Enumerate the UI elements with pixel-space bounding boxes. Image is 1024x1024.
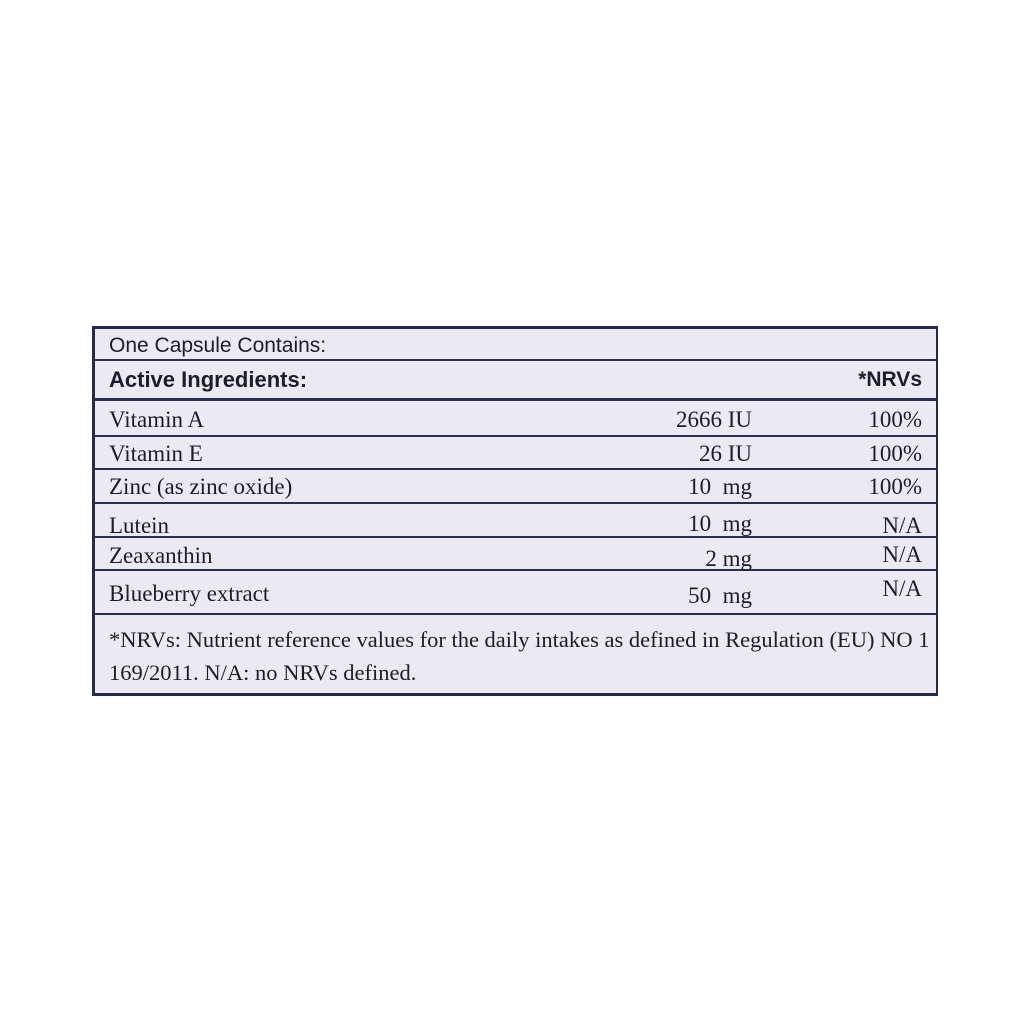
ingredient-nrv: 100% [868, 474, 922, 499]
ingredient-name: Zinc (as zinc oxide) [109, 474, 293, 499]
contains-header: One Capsule Contains: [109, 334, 327, 357]
contains-row [95, 329, 936, 361]
nrv-heading: *NRVs [858, 368, 922, 391]
ingredient-name: Lutein [109, 513, 170, 538]
ingredient-nrv: 100% [868, 441, 922, 466]
ingredient-amount: 26 IU [698, 441, 752, 466]
ingredient-row [95, 504, 936, 538]
footnote-row [95, 615, 936, 693]
ingredient-amount: 10 mg [688, 511, 752, 536]
ingredient-name: Blueberry extract [109, 581, 270, 606]
column-header-row [95, 361, 936, 401]
ingredient-row [95, 437, 936, 470]
ingredient-amount: 10 mg [688, 474, 752, 499]
supplement-facts-panel [92, 326, 938, 696]
ingredient-nrv: 100% [868, 407, 922, 432]
ingredient-name: Vitamin E [109, 441, 203, 466]
ingredient-nrv: N/A [882, 576, 922, 601]
ingredient-nrv: N/A [882, 542, 922, 567]
ingredient-amount: 2 mg [705, 546, 752, 571]
ingredient-row [95, 571, 936, 615]
ingredient-amount: 2666 IU [675, 407, 752, 432]
ingredient-nrv: N/A [882, 513, 922, 538]
ingredient-amount: 50 mg [688, 583, 752, 608]
ingredient-name: Vitamin A [109, 407, 205, 432]
active-ingredients-heading: Active Ingredients: [109, 367, 308, 392]
ingredient-name: Zeaxanthin [109, 543, 213, 568]
nrv-footnote: *NRVs: Nutrient reference values for the daily intakes as defined in Regulation (EU) NO 1 169/2011. N/A: no NRVs defined. [109, 627, 930, 685]
ingredient-row [95, 470, 936, 504]
ingredient-row [95, 401, 936, 437]
ingredient-row [95, 538, 936, 571]
